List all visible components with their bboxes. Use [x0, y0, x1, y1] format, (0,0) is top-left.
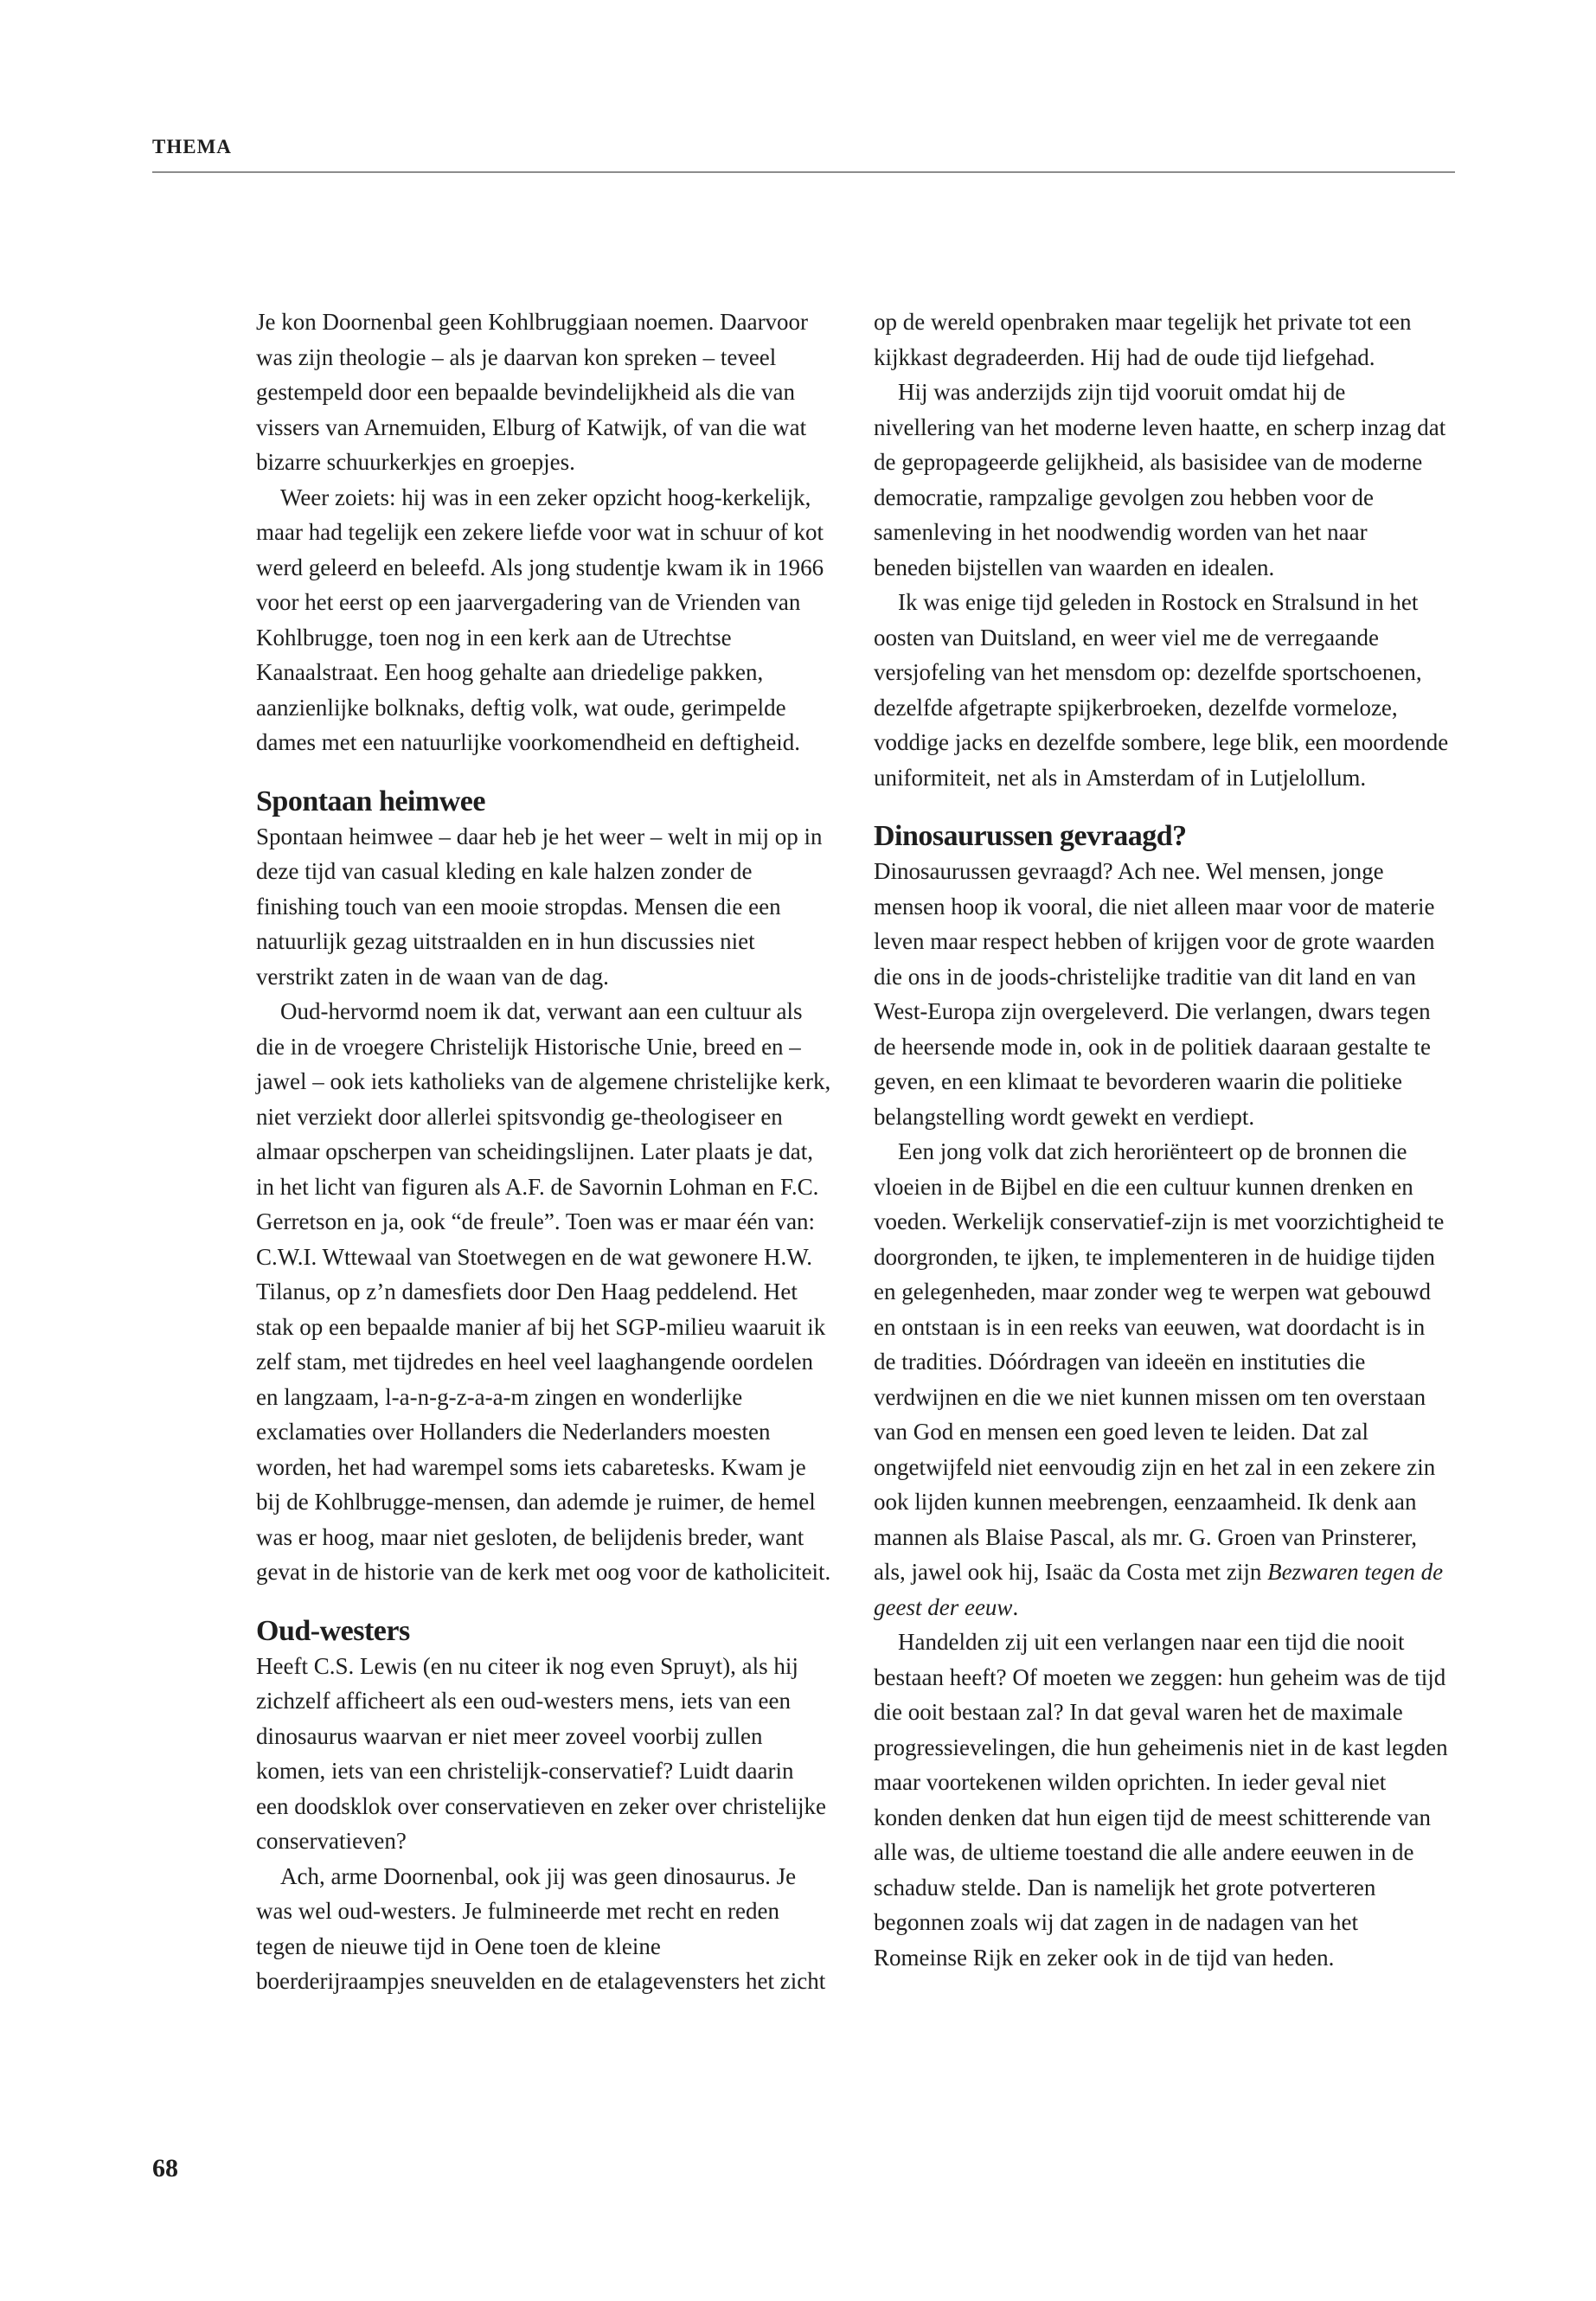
paragraph: Spontaan heimwee – daar heb je het weer – welt in mij op in deze tijd van casual kleding en kale halzen zonder de finishing touch van een mooie stropdas. Mensen die een natuurlijk gezag uitstraalden en in hun discussies niet verstrikt zaten in de waan van de dag. [256, 823, 823, 990]
section-label: THEMA [152, 136, 232, 157]
paragraph-text: . [1012, 1593, 1019, 1620]
section-heading-spontaan-heimwee: Spontaan heimwee [256, 785, 485, 817]
section-heading-dinosaurussen-gevraagd: Dinosaurussen gevraagd? [874, 820, 1187, 852]
paragraph: Ach, arme Doornenbal, ook jij was geen dinosaurus. Je was wel oud-westers. Je fulmineerde met recht en reden tegen de nieuwe tijd in Oene toen de kleine boerderijraampjes sneuvelden en de etalagevensters het zicht [256, 1862, 826, 1994]
paragraph: Heeft C.S. Lewis (en nu citeer ik nog even Spruyt), als hij zichzelf afficheert als een oud-westers mens, iets van een dinosaurus waarvan er niet meer zoveel voorbij zullen komen, iets van een christelijk-conservatief? Luidt daarin een doodsklok over conservatieven en zeker over christelijke conservatieven? [256, 1652, 826, 1854]
left-column [256, 304, 831, 1999]
right-column [874, 304, 1449, 1975]
paragraph-text: Een jong volk dat zich heroriënteert op de bronnen die vloeien in de Bijbel en die een cultuur kunnen drenken en voeden. Werkelijk conservatief-zijn is met voorzichtigheid te doorgronden, te ijken, te implementeren in de huidige tijden en gelegenheden, maar zonder weg te werpen wat gebouwd en ontstaan is in een reeks van eeuwen, wat doordacht is in de tradities. Dóórdragen van ideeën en instituties die verdwijnen en die we niet kunnen missen om ten overstaan van God en mensen een goed leven te leiden. Dat zal ongetwijfeld niet eenvoudig zijn en het zal in een zekere zin ook lijden kunnen meebrengen, eenzaamheid. Ik denk aan mannen als Blaise Pascal, als mr. G. Groen van Prinsterer, als, jawel ook hij, Isaäc da Costa met zijn [874, 1138, 1445, 1585]
paragraph: Weer zoiets: hij was in een zeker opzicht hoog-kerkelijk, maar had tegelijk een zekere liefde voor wat in schuur of kot werd geleerd en beleefd. Als jong studentje kwam ik in 1966 voor het eerst op een jaarvergadering van de Vrienden van Kohlbrugge, toen nog in een kerk aan de Utrechtse Kanaalstraat. Een hoog gehalte aan driedelige pakken, aanzienlijke bolknaks, deftig volk, wat oude, gerimpelde dames met een natuurlijke voorkomendheid en deftigheid. [256, 484, 824, 755]
book-title: Bezwaren tegen de geest der eeuw [874, 1559, 1444, 1620]
paragraph: Oud-hervormd noem ik dat, verwant aan een cultuur als die in de vroegere Christelijk Historische Unie, breed en – jawel – ook iets katholieks van de algemene christelijke kerk, niet verziekt door allerlei spitsvondig ge-theologiseer en almaar opscherpen van scheidingslijnen. Later plaats je dat, in het licht van figuren als A.F. de Savornin Lohman en F.C. Gerretson en ja, ook “de freule”. Toen was er maar één van: C.W.I. Wttewaal van Stoetwegen en de wat gewonere H.W. Tilanus, op z’n damesfiets door Den Haag peddelend. Het stak op een bepaalde manier af bij het SGP-milieu waaruit ik zelf stam, met tijdredes en heel veel laaghangende oordelen en langzaam, l-a-n-g-z-a-a-m zingen en wonderlijke exclamaties over Hollanders die Nederlanders moesten worden, het had warempel soms iets cabaretesks. Kwam je bij de Kohlbrugge-mensen, dan ademde je ruimer, de hemel was er hoog, maar niet gesloten, de belijdenis breder, want gevat in de historie van de kerk met oog voor de katholiciteit. [256, 998, 831, 1585]
paragraph: Dinosaurussen gevraagd? Ach nee. Wel mensen, jonge mensen hoop ik vooral, die niet alleen maar voor de materie leven maar respect hebben of krijgen voor de grote waarden die ons in de joods-christelijke traditie van dit land en van West-Europa zijn overgeleverd. Die verlangen, dwars tegen de heersende mode in, ook in de politiek daaraan gestalte te geven, en een klimaat te bevorderen waarin die politieke belangstelling wordt gewekt en verdiept. [874, 858, 1435, 1130]
page-number: 68 [152, 2154, 178, 2182]
header-divider [152, 171, 1455, 173]
paragraph: Hij was anderzijds zijn tijd vooruit omdat hij de nivellering van het moderne leven haatte, en scherp inzag dat de gepropageerde gelijkheid, als basisidee van de moderne democratie, rampzalige gevolgen zou hebben voor de samenleving in het noodwendig worden van het naar beneden bijstellen van waarden en idealen. [874, 379, 1446, 580]
paragraph: Handelden zij uit een verlangen naar een tijd die nooit bestaan heeft? Of moeten we zeggen: hun geheim was de tijd die ooit bestaan zal? In dat geval waren het de maximale progressievelingen, die hun geheimenis niet in de kast legden maar voortekenen wilden oprichten. In ieder geval niet konden denken dat hun eigen tijd de meest schitterende van alle was, de ultieme toestand die alle andere eeuwen in de schaduw stelde. Dan is namelijk het grote potverteren begonnen zoals wij dat zagen in de nadagen van het Romeinse Rijk en zeker ook in de tijd van heden. [874, 1629, 1448, 1971]
section-heading-oud-westers: Oud-westers [256, 1614, 410, 1647]
paragraph: op de wereld openbraken maar tegelijk het private tot een kijkkast degradeerden. Hij had de oude tijd liefgehad. [874, 309, 1412, 370]
paragraph: Je kon Doornenbal geen Kohlbruggiaan noemen. Daarvoor was zijn theologie – als je daarvan kon spreken – teveel gestempeld door een bepaalde bevindelijkheid als die van vissers van Arnemuiden, Elburg of Katwijk, of van die wat bizarre schuurkerkjes en groepjes. [256, 309, 809, 475]
paragraph [874, 1134, 1449, 1625]
paragraph: Ik was enige tijd geleden in Rostock en Stralsund in het oosten van Duitsland, en weer viel me de verregaande versjofeling van het mensdom op: dezelfde sportschoenen, dezelfde afgetrapte spijkerbroeken, dezelfde vormeloze, voddige jacks en dezelfde sombere, lege blik, een moordende uniformiteit, net als in Amsterdam of in Lutjelollum. [874, 589, 1449, 791]
